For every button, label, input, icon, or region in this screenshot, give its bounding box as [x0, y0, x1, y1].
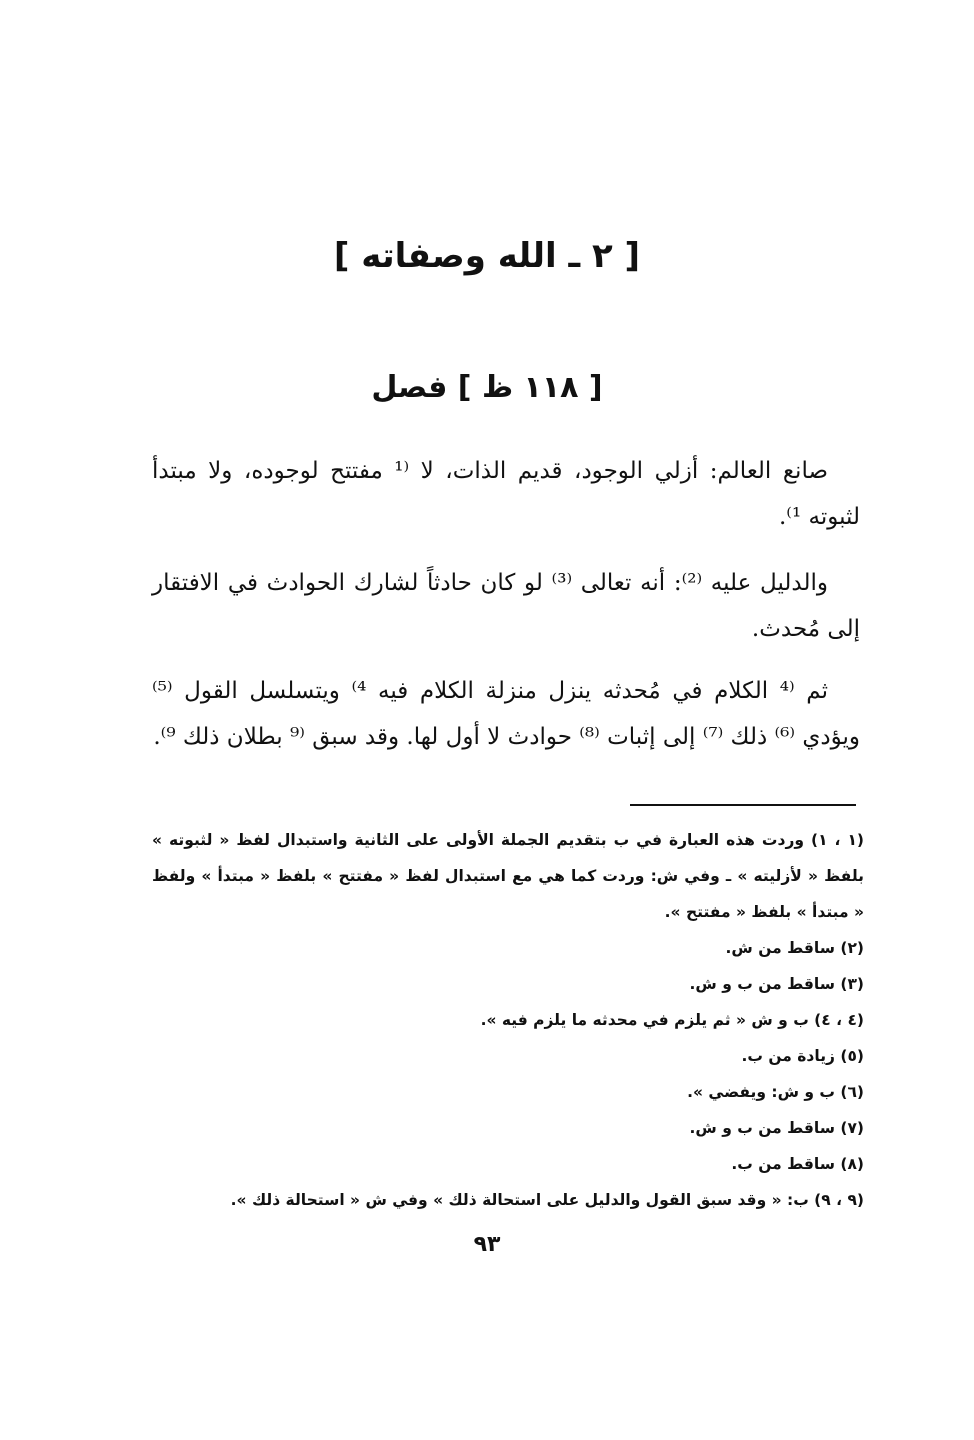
chapter-heading: [ ٢ ـ الله وصفاته ]	[333, 236, 641, 276]
paragraph-3: ثم ⁽⁴ الكلام في مُحدثه ينزل منزلة الكلام فيه ⁴⁾ ويتسلسل القول ⁽⁵⁾ ويؤدي ⁽⁶⁾ ذلك ⁽⁷⁾ إلى إثبات ⁽⁸⁾ حوادث لا أول لها. وقد سبق ⁽⁹ بطلان ذلك ⁹⁾.	[152, 678, 860, 750]
footnote-9: (٩ ، ٩) ب: « وقد سبق القول والدليل على استحالة ذلك » وفي ش « استحالة ذلك ».	[230, 1191, 864, 1209]
paragraph-1: صانع العالم: أزلي الوجود، قديم الذات، لا ⁽¹ مفتتح لوجوده، ولا مبتدأ لثبوته ¹⁾.	[152, 458, 860, 530]
footnote-4: (٤ ، ٤) ب و ش « ثم يلزم في محدثه ما يلزم فيه ».	[480, 1011, 864, 1029]
page-number: ٩٣	[473, 1232, 501, 1257]
footnote-6: (٦) ب و ش: ويفضي ».	[687, 1083, 864, 1101]
main-text	[152, 448, 860, 776]
footnote-5: (٥) زيادة من ب.	[741, 1047, 864, 1065]
footnote-8: (٨) ساقط من ب.	[731, 1155, 864, 1173]
footnote-3: (٣) ساقط من ب و ش.	[689, 975, 864, 993]
footnote-separator	[630, 804, 856, 806]
footnote-1: (١ ، ١) وردت هذه العبارة في ب بتقديم الجملة الأولى على الثانية واستبدال لفظ « لثبوته » بلفظ « لأزليته » ـ وفي ش: وردت كما هي مع استبدال لفظ « مفتتح » بلفظ « مبتدأ » ولفظ « مبتدأ » بلفظ « مفتتح ».	[152, 831, 864, 921]
section-heading: [ ١١٨ ظ ] فصل	[371, 370, 603, 405]
footnote-7: (٧) ساقط من ب و ش.	[689, 1119, 864, 1137]
paragraph-2: والدليل عليه ⁽²⁾: أنه تعالى ⁽³⁾ لو كان حادثاً لشارك الحوادث في الافتقار إلى مُحدث.	[152, 570, 860, 642]
footnotes	[152, 822, 864, 1218]
footnote-2: (٢) ساقط من ش.	[725, 939, 864, 957]
